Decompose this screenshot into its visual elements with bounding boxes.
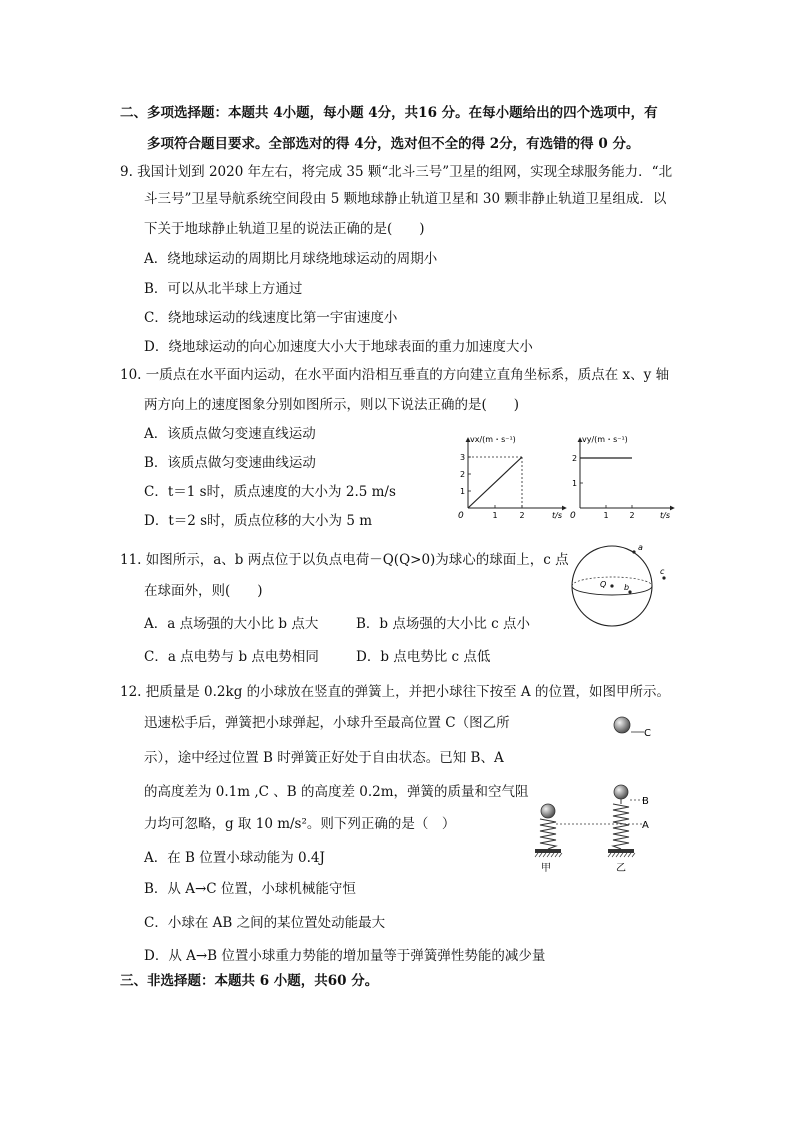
- vy-y-axis-label: vy/(m・s⁻¹): [582, 435, 628, 444]
- ball-at-c: [614, 717, 630, 733]
- q9-option-b: B．可以从北半球上方通过: [144, 281, 303, 297]
- q12-stem-line2: 迅速松手后，弹簧把小球弹起，小球升至最高位置 C（图乙所: [144, 715, 510, 731]
- vy-origin-label: 0: [570, 511, 576, 521]
- x-tick-label: 2: [519, 511, 525, 520]
- label-b: B: [642, 796, 649, 807]
- x-tick-label: 1: [492, 511, 498, 520]
- q12-stem-line3: 示），途中经过位置 B 时弹簧正好处于自由状态。已知 B、A: [144, 750, 504, 766]
- q10-option-d: D．t＝2 s时，质点位移的大小为 5 m: [144, 513, 373, 529]
- label-c: C: [644, 728, 651, 739]
- q12-option-d: D．从 A→B 位置小球重力势能的增加量等于弹簧弹性势能的减少量: [144, 948, 546, 964]
- y-tick-label: 1: [460, 487, 466, 496]
- label-jia: 甲: [541, 863, 551, 874]
- label-yi: 乙: [616, 863, 626, 874]
- q11-option-d: D．b 点电势比 c 点低: [356, 649, 491, 665]
- ball-at-b: [614, 785, 628, 799]
- q9-stem-line2: 斗三号”卫星导航系统空间段由 5 颗地球静止轨道卫星和 30 颗非静止轨道卫星组成．以: [144, 191, 667, 207]
- section2-heading-line1: 二、多项选择题：本题共 4小题，每小题 4分，共16 分。在每小题给出的四个选项中，有: [120, 105, 658, 121]
- point-b-label: b: [624, 583, 630, 592]
- q12-option-c: C．小球在 AB 之间的某位置处动能最大: [144, 915, 386, 931]
- vx-y-axis-label: vx/(m・s⁻¹): [470, 435, 516, 444]
- vx-x-axis-label: t/s: [552, 511, 562, 520]
- x-tick-label: 2: [629, 511, 635, 520]
- center-charge-dot: [610, 584, 613, 587]
- section2-heading-line2: 多项符合题目要求。全部选对的得 4分，选对但不全的得 2分，有选错的得 0 分。: [147, 136, 640, 152]
- q11-stem-line1: 11. 如图所示，a、b 两点位于以负点电荷－Q(Q>0)为球心的球面上，c 点: [120, 552, 569, 568]
- vy-x-axis-label: t/s: [660, 511, 670, 520]
- q12-stem-line4: 的高度差为 0.1m ,C 、B 的高度差 0.2m，弹簧的质量和空气阻: [144, 784, 529, 800]
- q10-stem-line1: 10. 一质点在水平面内运动，在水平面内沿相互垂直的方向建立直角坐标系，质点在 x、y 轴: [120, 367, 670, 383]
- point-c-dot: [662, 576, 665, 579]
- q11-option-c: C．a 点电势与 b 点电势相同: [144, 649, 319, 665]
- y-tick-label: 1: [572, 479, 578, 488]
- y-tick-label: 2: [460, 470, 466, 479]
- spring-ball-figure: [520, 708, 670, 878]
- y-tick-label: 3: [460, 453, 466, 462]
- q9-option-a: A．绕地球运动的周期比月球绕地球运动的周期小: [144, 251, 438, 267]
- q11-stem-line2: 在球面外，则( ): [144, 583, 263, 599]
- base-yi: [608, 849, 634, 853]
- q10-option-a: A．该质点做匀变速直线运动: [144, 426, 316, 442]
- q9-stem-line3: 下关于地球静止轨道卫星的说法正确的是( ): [144, 221, 425, 237]
- q10-option-b: B．该质点做匀变速曲线运动: [144, 455, 316, 471]
- base-jia: [535, 849, 561, 853]
- vx-time-graph: [448, 432, 570, 522]
- point-a-label: a: [638, 543, 643, 552]
- q12-stem-line1: 12. 把质量是 0.2kg 的小球放在竖直的弹簧上，并把小球往下按至 A 的位置，如图甲所示。: [120, 684, 670, 700]
- section3-heading: 三、非选择题：本题共 6 小题，共60 分。: [120, 973, 379, 989]
- point-c-label: c: [660, 567, 665, 576]
- q9-option-d: D．绕地球运动的向心加速度大小大于地球表面的重力加速度大小: [144, 339, 533, 355]
- y-tick-label: 2: [572, 454, 578, 463]
- q9-stem-line1: 9. 我国计划到 2020 年左右，将完成 35 颗“北斗三号”卫星的组网，实现全球服务能力．“北: [120, 164, 673, 180]
- q12-stem-line5: 力均可忽略，g 取 10 m/s²。则下列正确的是（ ）: [144, 816, 456, 832]
- charge-label: Q: [600, 580, 607, 589]
- base-yi-hatch: [608, 853, 635, 857]
- base-jia-hatch: [535, 853, 562, 857]
- point-a-dot: [632, 550, 635, 553]
- q12-option-b: B．从 A→C 位置，小球机械能守恒: [144, 881, 356, 897]
- q9-option-c: C．绕地球运动的线速度比第一宇宙速度小: [144, 310, 398, 326]
- q10-option-c: C．t＝1 s时，质点速度的大小为 2.5 m/s: [144, 484, 396, 500]
- vx-origin-label: 0: [458, 511, 464, 521]
- q10-stem-line2: 两方向上的速度图象分别如图所示，则以下说法正确的是( ): [144, 397, 520, 413]
- ball-at-a: [541, 804, 555, 818]
- label-a: A: [642, 820, 649, 831]
- q11-option-b: B．b 点场强的大小比 c 点小: [356, 616, 530, 632]
- q12-option-a: A．在 B 位置小球动能为 0.4J: [144, 850, 325, 866]
- x-tick-label: 1: [603, 511, 609, 520]
- vy-time-graph: [562, 432, 680, 522]
- sphere-figure: [568, 540, 674, 632]
- spring-yi: [613, 804, 629, 849]
- spring-jia: [540, 819, 556, 849]
- q11-option-a: A．a 点场强的大小比 b 点大: [144, 616, 319, 632]
- vx-series-line: [468, 457, 522, 508]
